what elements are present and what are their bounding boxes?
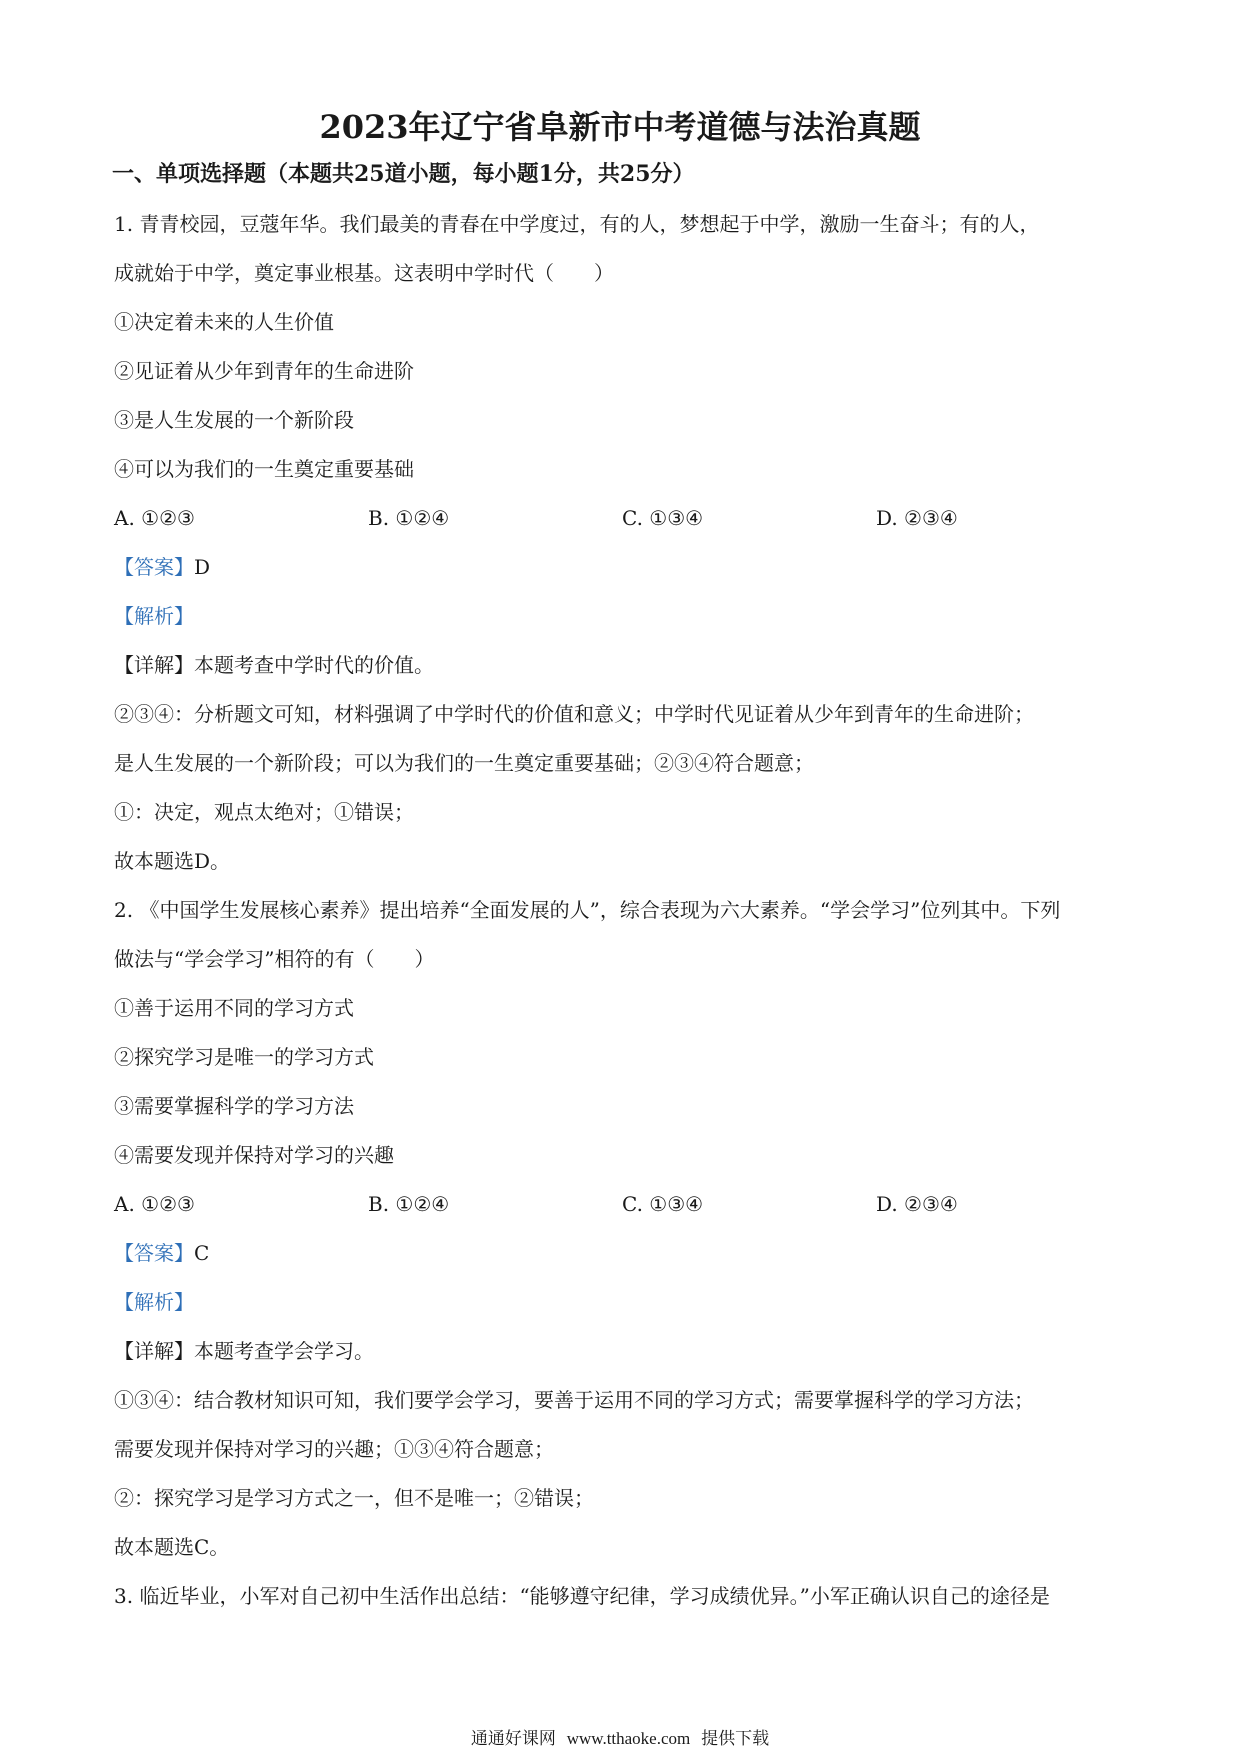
analysis-tag: 【解析】 [114, 604, 194, 628]
question-1 [114, 200, 1130, 886]
question-stem: 3. 临近毕业，小军对自己初中生活作出总结：“能够遵守纪律，学习成绩优异。”小军正确认识自己的途径是 [114, 1584, 1050, 1608]
option-a: A. ①②③ [114, 1192, 195, 1216]
detail-line: 【详解】本题考查中学时代的价值。 [114, 653, 434, 677]
answer-value: C [194, 1241, 210, 1265]
explanation-line: ②③④：分析题文可知，材料强调了中学时代的价值和意义；中学时代见证着从少年到青年的生命进阶； [114, 702, 1034, 726]
page-footer [0, 1728, 1240, 1750]
question-stem: 1. 青青校园，豆蔻年华。我们最美的青春在中学度过，有的人，梦想起于中学，激励一生奋斗；有的人， [114, 212, 1040, 236]
answer-value: D [194, 555, 211, 579]
question-stem: 2. 《中国学生发展核心素养》提出培养“全面发展的人”，综合表现为六大素养。“学会学习”位列其中。下列 [114, 898, 1061, 922]
answer-options [114, 494, 1130, 543]
question-3 [114, 1572, 1130, 1621]
page-title: 2023年辽宁省阜新市中考道德与法治真题 [319, 108, 921, 146]
statement-item: ②见证着从少年到青年的生命进阶 [114, 359, 414, 383]
statement-item: ③是人生发展的一个新阶段 [114, 408, 354, 432]
option-c: C. ①③④ [622, 1192, 704, 1216]
footer-site-name: 通通好课网 [470, 1729, 556, 1749]
option-b: B. ①②④ [368, 1192, 450, 1216]
analysis-tag: 【解析】 [114, 1290, 194, 1314]
explanation-line: 是人生发展的一个新阶段；可以为我们的一生奠定重要基础；②③④符合题意； [114, 751, 814, 775]
option-d: D. ②③④ [876, 1192, 958, 1216]
statement-item: ④可以为我们的一生奠定重要基础 [114, 457, 414, 481]
question-stem: 成就始于中学，奠定事业根基。这表明中学时代（ ） [114, 261, 614, 285]
option-a: A. ①②③ [114, 506, 195, 530]
question-2 [114, 886, 1130, 1572]
option-b: B. ①②④ [368, 506, 450, 530]
detail-line: 【详解】本题考查学会学习。 [114, 1339, 374, 1363]
explanation-line: ②：探究学习是学习方式之一，但不是唯一；②错误； [114, 1486, 594, 1510]
answer-tag: 【答案】 [114, 1241, 194, 1265]
option-c: C. ①③④ [622, 506, 704, 530]
conclusion-line: 故本题选C。 [114, 1535, 230, 1559]
explanation-line: ①：决定，观点太绝对；①错误； [114, 800, 414, 824]
footer-domain-link[interactable]: www.tthaoke.com [566, 1729, 691, 1748]
statement-item: ③需要掌握科学的学习方法 [114, 1094, 354, 1118]
exam-body [114, 200, 1130, 1621]
section-heading: 一、单项选择题（本题共25道小题，每小题1分，共25分） [112, 161, 695, 187]
statement-item: ①决定着未来的人生价值 [114, 310, 334, 334]
statement-item: ④需要发现并保持对学习的兴趣 [114, 1143, 394, 1167]
statement-item: ①善于运用不同的学习方式 [114, 996, 354, 1020]
option-d: D. ②③④ [876, 506, 958, 530]
question-stem: 做法与“学会学习”相符的有（ ） [114, 947, 435, 971]
answer-tag: 【答案】 [114, 555, 194, 579]
explanation-line: 需要发现并保持对学习的兴趣；①③④符合题意； [114, 1437, 554, 1461]
answer-line [114, 1229, 1130, 1278]
conclusion-line: 故本题选D。 [114, 849, 231, 873]
answer-options [114, 1180, 1130, 1229]
explanation-line: ①③④：结合教材知识可知，我们要学会学习，要善于运用不同的学习方式；需要掌握科学的学习方法； [114, 1388, 1034, 1412]
answer-line [114, 543, 1130, 592]
footer-note: 提供下载 [701, 1729, 770, 1749]
statement-item: ②探究学习是唯一的学习方式 [114, 1045, 374, 1069]
